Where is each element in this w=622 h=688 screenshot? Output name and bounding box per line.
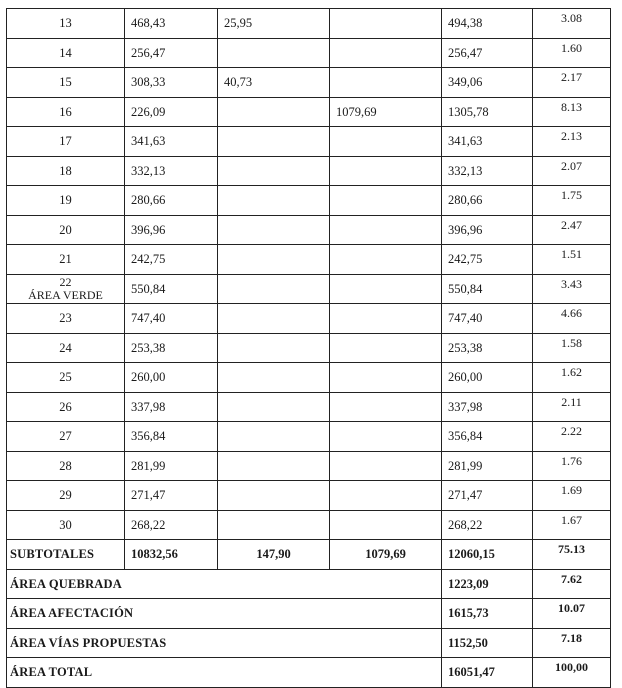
lot-area-cell: 341,63: [125, 127, 218, 157]
added-area-2-cell: [330, 127, 442, 157]
lot-total-cell: 260,00: [442, 363, 533, 393]
percentage-cell: 2.22: [533, 422, 611, 452]
added-area-2-cell: [330, 215, 442, 245]
percentage-cell: 1.76: [533, 451, 611, 481]
lot-area-cell: 332,13: [125, 156, 218, 186]
lot-number-cell: 27: [7, 422, 125, 452]
lot-total-cell: 337,98: [442, 392, 533, 422]
added-area-2-cell: [330, 304, 442, 334]
added-area-2-cell: [330, 422, 442, 452]
lot-total-cell: 268,22: [442, 510, 533, 540]
table-row: [7, 127, 611, 157]
table-row: [7, 68, 611, 98]
lot-area-cell: 356,84: [125, 422, 218, 452]
summary-percentage: 100,00: [533, 658, 611, 688]
table-row: [7, 451, 611, 481]
percentage-cell: 3.43: [533, 274, 611, 304]
lot-area-cell: 280,66: [125, 186, 218, 216]
added-area-1-cell: [218, 215, 330, 245]
table-row: [7, 215, 611, 245]
table-row: [7, 97, 611, 127]
table-row: [7, 510, 611, 540]
added-area-1-cell: [218, 156, 330, 186]
table-row: [7, 304, 611, 334]
lot-number-cell: 23: [7, 304, 125, 334]
percentage-cell: 1.67: [533, 510, 611, 540]
added-area-1-cell: [218, 510, 330, 540]
summary-label: ÁREA AFECTACIÓN: [7, 599, 442, 629]
table-row: [7, 245, 611, 275]
lot-area-cell: 747,40: [125, 304, 218, 334]
table-row: [7, 38, 611, 68]
subtotals-row: [7, 540, 611, 570]
area-table-page: [6, 8, 610, 679]
lot-area-cell: 226,09: [125, 97, 218, 127]
percentage-cell: 2.13: [533, 127, 611, 157]
lot-number-cell: 16: [7, 97, 125, 127]
percentage-cell: 1.60: [533, 38, 611, 68]
lot-total-cell: 349,06: [442, 68, 533, 98]
summary-label: ÁREA TOTAL: [7, 658, 442, 688]
added-area-1-cell: [218, 333, 330, 363]
lot-number-cell: 26: [7, 392, 125, 422]
added-area-2-cell: [330, 481, 442, 511]
summary-row: [7, 599, 611, 629]
lot-number-cell: 28: [7, 451, 125, 481]
lot-area-cell: 281,99: [125, 451, 218, 481]
added-area-1-cell: 40,73: [218, 68, 330, 98]
summary-percentage: 7.62: [533, 569, 611, 599]
percentage-cell: 2.11: [533, 392, 611, 422]
added-area-1-cell: [218, 274, 330, 304]
percentage-cell: 1.58: [533, 333, 611, 363]
added-area-1-cell: [218, 245, 330, 275]
percentage-cell: 1.62: [533, 363, 611, 393]
summary-row: [7, 628, 611, 658]
added-area-1-cell: [218, 127, 330, 157]
added-area-2-cell: 1079,69: [330, 97, 442, 127]
added-area-1-cell: [218, 304, 330, 334]
summary-label: ÁREA QUEBRADA: [7, 569, 442, 599]
table-row: [7, 186, 611, 216]
lot-number-cell: 24: [7, 333, 125, 363]
lot-number-cell: 29: [7, 481, 125, 511]
added-area-2-cell: [330, 392, 442, 422]
added-area-2-cell: [330, 245, 442, 275]
summary-percentage: 7.18: [533, 628, 611, 658]
table-row: [7, 481, 611, 511]
added-area-2-cell: [330, 9, 442, 39]
summary-percentage: 10.07: [533, 599, 611, 629]
percentage-cell: 1.75: [533, 186, 611, 216]
added-area-2-cell: [330, 363, 442, 393]
summary-total: 1615,73: [442, 599, 533, 629]
added-area-1-cell: [218, 363, 330, 393]
added-area-2-cell: [330, 451, 442, 481]
lot-total-cell: 242,75: [442, 245, 533, 275]
lot-total-cell: 747,40: [442, 304, 533, 334]
lot-total-cell: 494,38: [442, 9, 533, 39]
added-area-2-cell: [330, 68, 442, 98]
percentage-cell: 2.47: [533, 215, 611, 245]
percentage-cell: 1.51: [533, 245, 611, 275]
lot-number-cell: 19: [7, 186, 125, 216]
percentage-cell: 2.07: [533, 156, 611, 186]
summary-row: [7, 658, 611, 688]
summary-total: 1152,50: [442, 628, 533, 658]
summary-label: ÁREA VÍAS PROPUESTAS: [7, 628, 442, 658]
lot-note: ÁREA VERDE: [28, 287, 103, 302]
percentage-cell: 3.08: [533, 9, 611, 39]
lot-number-cell: 20: [7, 215, 125, 245]
added-area-2-cell: [330, 156, 442, 186]
table-row: [7, 333, 611, 363]
lot-total-cell: 396,96: [442, 215, 533, 245]
added-area-1-cell: [218, 451, 330, 481]
lot-total-cell: 271,47: [442, 481, 533, 511]
percentage-cell: 2.17: [533, 68, 611, 98]
summary-total: 16051,47: [442, 658, 533, 688]
added-area-1-cell: [218, 186, 330, 216]
lot-area-cell: 268,22: [125, 510, 218, 540]
area-table: [6, 8, 611, 688]
summary-row: [7, 569, 611, 599]
added-area-1-cell: 25,95: [218, 9, 330, 39]
lot-number: 22: [59, 275, 72, 290]
added-area-2-cell: [330, 38, 442, 68]
added-area-1-cell: [218, 38, 330, 68]
added-area-1-cell: [218, 422, 330, 452]
subtotal-area: 10832,56: [125, 540, 218, 570]
lot-number-cell: 25: [7, 363, 125, 393]
summary-total: 1223,09: [442, 569, 533, 599]
added-area-2-cell: [330, 510, 442, 540]
lot-number-cell: 15: [7, 68, 125, 98]
subtotal-total: 12060,15: [442, 540, 533, 570]
lot-total-cell: 341,63: [442, 127, 533, 157]
added-area-2-cell: [330, 274, 442, 304]
lot-number-cell: [7, 274, 125, 304]
table-row: [7, 392, 611, 422]
lot-total-cell: 256,47: [442, 38, 533, 68]
percentage-cell: 8.13: [533, 97, 611, 127]
lot-total-cell: 356,84: [442, 422, 533, 452]
lot-total-cell: 332,13: [442, 156, 533, 186]
lot-number-cell: 14: [7, 38, 125, 68]
subtotal-added-1: 147,90: [218, 540, 330, 570]
lot-total-cell: 281,99: [442, 451, 533, 481]
lot-number-cell: 18: [7, 156, 125, 186]
added-area-1-cell: [218, 481, 330, 511]
lot-area-cell: 256,47: [125, 38, 218, 68]
subtotal-percentage: 75.13: [533, 540, 611, 570]
added-area-2-cell: [330, 333, 442, 363]
lot-number-cell: 13: [7, 9, 125, 39]
lot-total-cell: 253,38: [442, 333, 533, 363]
lot-number-cell: 17: [7, 127, 125, 157]
lot-total-cell: 280,66: [442, 186, 533, 216]
lot-area-cell: 468,43: [125, 9, 218, 39]
table-row: [7, 156, 611, 186]
lot-number-cell: 30: [7, 510, 125, 540]
lot-number-cell: 21: [7, 245, 125, 275]
lot-area-cell: 260,00: [125, 363, 218, 393]
lot-area-cell: 550,84: [125, 274, 218, 304]
lot-area-cell: 271,47: [125, 481, 218, 511]
percentage-cell: 1.69: [533, 481, 611, 511]
lot-total-cell: 550,84: [442, 274, 533, 304]
lot-area-cell: 308,33: [125, 68, 218, 98]
subtotal-added-2: 1079,69: [330, 540, 442, 570]
table-row: [7, 422, 611, 452]
added-area-1-cell: [218, 97, 330, 127]
area-table-body: [7, 9, 611, 688]
subtotals-label: SUBTOTALES: [7, 540, 125, 570]
lot-area-cell: 396,96: [125, 215, 218, 245]
lot-area-cell: 253,38: [125, 333, 218, 363]
table-row: [7, 9, 611, 39]
lot-total-cell: 1305,78: [442, 97, 533, 127]
lot-area-cell: 337,98: [125, 392, 218, 422]
added-area-1-cell: [218, 392, 330, 422]
percentage-cell: 4.66: [533, 304, 611, 334]
added-area-2-cell: [330, 186, 442, 216]
table-row: [7, 274, 611, 304]
lot-area-cell: 242,75: [125, 245, 218, 275]
table-row: [7, 363, 611, 393]
